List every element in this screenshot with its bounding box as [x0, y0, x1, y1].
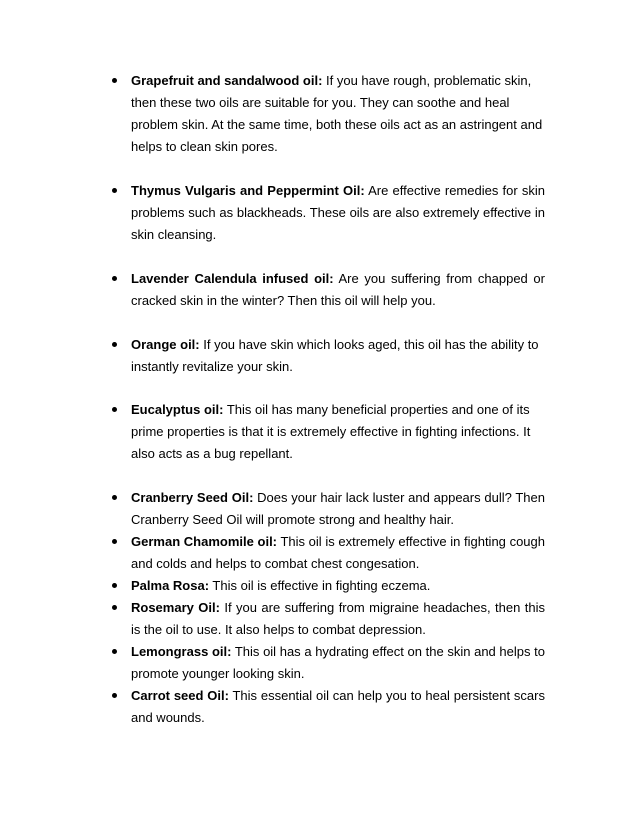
oil-description: This oil is extremely effective in fighting cough and colds and helps to combat chest congesation. [131, 534, 545, 571]
list-item [131, 70, 545, 158]
list-item [131, 641, 545, 685]
oil-name: German Chamomile oil: [131, 534, 278, 549]
list-item [131, 575, 545, 597]
oil-name: Palma Rosa: [131, 578, 210, 593]
bullet-icon [112, 188, 117, 193]
bullet-icon [112, 693, 117, 698]
oil-name: Eucalyptus oil: [131, 402, 224, 417]
oil-description: This oil has a hydrating effect on the skin and helps to promote younger looking skin. [131, 644, 545, 681]
oil-description: Are you suffering from chapped or cracked skin in the winter? Then this oil will help you. [131, 271, 545, 308]
oil-description: This oil is effective in fighting eczema. [209, 578, 431, 593]
bullet-icon [112, 605, 117, 610]
bullet-icon [112, 407, 117, 412]
list-item [131, 399, 545, 465]
bullet-icon [112, 495, 117, 500]
oil-description: Are effective remedies for skin problems such as blackheads. These oils are also extremely effective in skin cleansing. [131, 183, 545, 242]
oil-description: Does your hair lack luster and appears dull? Then Cranberry Seed Oil will promote strong and healthy hair. [131, 490, 545, 527]
bullet-icon [112, 78, 117, 83]
bullet-icon [112, 649, 117, 654]
oil-description: If you have rough, problematic skin, then these two oils are suitable for you. They can soothe and heal problem skin. At the same time, both these oils act as an astringent and helps to clean skin pores. [131, 73, 543, 154]
bullet-icon [112, 276, 117, 281]
oil-description: If you are suffering from migraine headaches, then this is the oil to use. It also helps to combat depression. [131, 600, 545, 637]
list-item [131, 180, 545, 246]
bullet-icon [112, 539, 117, 544]
oil-name: Lavender Calendula infused oil: [131, 271, 334, 286]
bullet-icon [112, 342, 117, 347]
list-item [131, 685, 545, 729]
oil-name: Carrot seed Oil: [131, 688, 229, 703]
oil-description: This essential oil can help you to heal persistent scars and wounds. [131, 688, 545, 725]
oil-name: Thymus Vulgaris and Peppermint Oil: [131, 183, 365, 198]
oil-name: Rosemary Oil: [131, 600, 220, 615]
oil-name: Grapefruit and sandalwood oil: [131, 73, 323, 88]
list-item [131, 531, 545, 575]
list-item [131, 334, 545, 378]
oil-name: Lemongrass oil: [131, 644, 232, 659]
oil-description: If you have skin which looks aged, this oil has the ability to instantly revitalize your skin. [131, 337, 539, 374]
oil-name: Orange oil: [131, 337, 200, 352]
bullet-icon [112, 583, 117, 588]
list-item [131, 597, 545, 641]
oil-description: This oil has many beneficial properties and one of its prime properties is that it is extremely effective in fighting infections. It also acts as a bug repellant. [131, 402, 531, 461]
oil-name: Cranberry Seed Oil: [131, 490, 254, 505]
list-item [131, 268, 545, 312]
list-item [131, 487, 545, 531]
